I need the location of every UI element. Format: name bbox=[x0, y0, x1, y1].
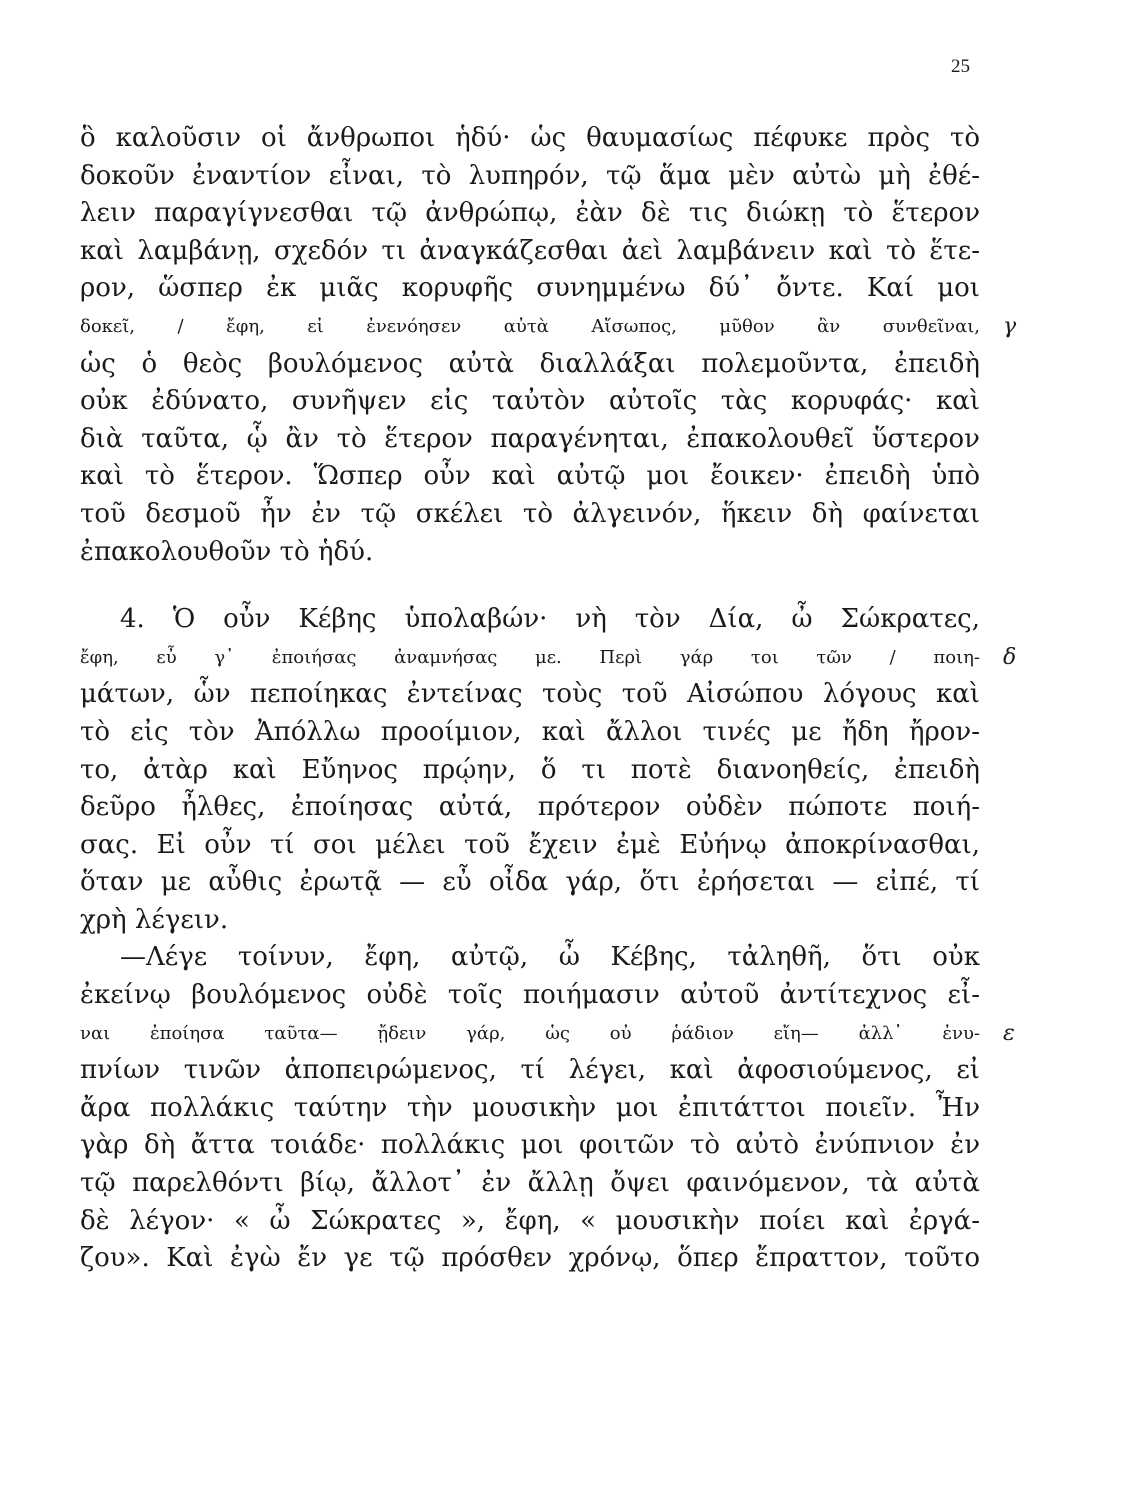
margin-section-letter-epsilon: ε bbox=[1003, 1020, 1015, 1046]
text-line: διὰ ταῦτα, ᾧ ἂν τὸ ἕτερον παραγένηται, ἐπακολουθεῖ ὕστερον bbox=[80, 423, 980, 454]
text-line: δεῦρο ἦλθες, ἐποίησας αὐτά, πρότερον οὐδὲν πώποτε ποιή- bbox=[80, 792, 980, 823]
text-line: χρὴ λέγειν. bbox=[80, 904, 229, 935]
text-line: πνίων τινῶν ἀποπειρώμενος, τί λέγει, καὶ ἀφοσιούμενος, εἰ bbox=[80, 1055, 980, 1086]
text-line-with-margin-epsilon bbox=[80, 1015, 1015, 1053]
text-line: καὶ λαμβάνῃ, σχεδόν τι ἀναγκάζεσθαι ἀεὶ λαμβάνειν καὶ τὸ ἕτε- bbox=[80, 235, 980, 266]
text-line: οὐκ ἐδύνατο, συνῆψεν εἰς ταὐτὸν αὐτοῖς τὰς κορυφάς· καὶ bbox=[80, 386, 980, 417]
text-line: ρον, ὥσπερ ἐκ μιᾶς κορυφῆς συνημμένω δύ᾽ ὄντε. Καί μοι bbox=[80, 273, 980, 304]
text-line: το, ἀτὰρ καὶ Εὔηνος πρῴην, ὅ τι ποτὲ διανοηθείς, ἐπειδὴ bbox=[80, 754, 980, 785]
text-line-section-start: 4. Ὁ οὖν Κέβης ὑπολαβών· νὴ τὸν Δία, ὦ Σώκρατες, bbox=[120, 604, 980, 635]
text-line: τῷ παρελθόντι βίῳ, ἄλλοτ᾽ ἐν ἄλλῃ ὄψει φαινόμενον, τὰ αὐτὰ bbox=[80, 1168, 980, 1199]
text-line: καὶ τὸ ἕτερον. Ὥσπερ οὖν καὶ αὐτῷ μοι ἔοικεν· ἐπειδὴ ὑπὸ bbox=[80, 461, 980, 492]
text-line: μάτων, ὧν πεποίηκας ἐντείνας τοὺς τοῦ Αἰσώπου λόγους καὶ bbox=[80, 679, 980, 710]
text-line: ὡς ὁ θεὸς βουλόμενος αὐτὰ διαλλάξαι πολεμοῦντα, ἐπειδὴ bbox=[80, 348, 980, 379]
text-line: δὲ λέγον· « ὦ Σώκρατες », ἔφη, « μουσικὴν ποίει καὶ ἐργά- bbox=[80, 1205, 980, 1236]
text-line: —Λέγε τοίνυν, ἔφη, αὐτῷ, ὦ Κέβης, τἀληθῆ, ὅτι οὐκ bbox=[120, 942, 980, 973]
text-line-content: ναι ἐποίησα ταῦτα— ᾔδειν γάρ, ὡς οὐ ῥάδιον εἴη— ἀλλ᾽ ἐνυ- bbox=[80, 1022, 980, 1044]
text-line: ἐκείνῳ βουλόμενος οὐδὲ τοῖς ποιήμασιν αὐτοῦ ἀντίτεχνος εἶ- bbox=[80, 980, 980, 1011]
text-line-with-margin-delta bbox=[80, 639, 1017, 677]
text-line: γὰρ δὴ ἄττα τοιάδε· πολλάκις μοι φοιτῶν τὸ αὐτὸ ἐνύπνιον ἐν bbox=[80, 1130, 980, 1161]
text-line: τοῦ δεσμοῦ ἦν ἐν τῷ σκέλει τὸ ἀλγεινόν, ἥκειν δὴ φαίνεται bbox=[80, 498, 980, 529]
text-line-with-margin-gamma bbox=[80, 308, 1017, 346]
text-column bbox=[80, 120, 1017, 1278]
text-line: ὃ καλοῦσιν οἱ ἄνθρωποι ἡδύ· ὡς θαυμασίως πέφυκε πρὸς τὸ bbox=[80, 123, 980, 153]
margin-section-letter-gamma: γ bbox=[1003, 313, 1017, 339]
margin-section-letter-delta: δ bbox=[1003, 644, 1017, 670]
text-line: τὸ εἰς τὸν Ἀπόλλω προοίμιον, καὶ ἄλλοι τινές με ἤδη ἤρον- bbox=[80, 716, 980, 747]
page-number: 25 bbox=[951, 56, 970, 77]
text-line: ζου». Καὶ ἐγὼ ἔν γε τῷ πρόσθεν χρόνῳ, ὅπερ ἔπραττον, τοῦτο bbox=[80, 1243, 980, 1274]
text-line: ἐπακολουθοῦν τὸ ἡδύ. bbox=[80, 536, 374, 567]
text-line: ἄρα πολλάκις ταύτην τὴν μουσικὴν μοι ἐπιτάττοι ποιεῖν. Ἦν bbox=[80, 1092, 980, 1123]
text-line: δοκοῦν ἐναντίον εἶναι, τὸ λυπηρόν, τῷ ἅμα μὲν αὐτὼ μὴ ἐθέ- bbox=[80, 160, 980, 191]
text-line: λειν παραγίγνεσθαι τῷ ἀνθρώπῳ, ἐὰν δὲ τις διώκῃ τὸ ἕτερον bbox=[80, 198, 980, 229]
text-line: ὅταν με αὖθις ἐρωτᾷ — εὖ οἶδα γάρ, ὅτι ἐρήσεται — εἰπέ, τί bbox=[80, 867, 980, 898]
text-line: σας. Εἰ οὖν τί σοι μέλει τοῦ ἔχειν ἐμὲ Εὐήνῳ ἀποκρίνασθαι, bbox=[80, 829, 980, 860]
text-line-content: ἔφη, εὖ γ᾽ ἐποιήσας ἀναμνήσας με. Περὶ γάρ τοι τῶν / ποιη- bbox=[80, 646, 980, 668]
text-line-content: δοκεῖ, / ἔφη, εἰ ἐνενόησεν αὐτὰ Αἴσωπος, μῦθον ἂν συνθεῖναι, bbox=[80, 315, 980, 337]
